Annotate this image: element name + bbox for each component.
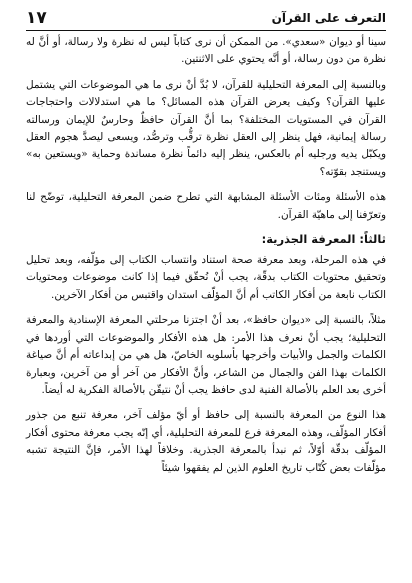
section-heading: ثالثاً: المعرفة الجذرية: [261, 232, 386, 247]
page-body [26, 34, 386, 485]
paragraph: مثلاً، بالنسبة إلى «ديوان حافظ»، بعد أنْ اجتزنا مرحلتي المعرفة الإسنادية والمعرفة التحليلية؛ يجب أنْ نعرف هذا الأمر: هل هذه الأفكار والموضوعات التي أوردها في الكلمات والجمل والأبيات وأخرجها بأسلوبه الخاصّ، هل هي من إبداعاته أم أنَّ صياغة الكلمات بهذا الفن والجمال من الشاعر، وأنَّ الأفكار من آخر أو من آخرين، وبعبارة أخرى بعد العلم بالأصالة الفنية لدى حافظ يجب أنْ نتيقّن بالأصالة الفكرية له أيضاً. [26, 314, 386, 396]
running-title: التعرف على القرآن [271, 11, 386, 25]
page-header [26, 6, 386, 31]
page-number: ١٧ [26, 8, 47, 28]
paragraph: هذا النوع من المعرفة بالنسبة إلى حافظ أو أيّ مؤلف آخر، معرفة تنبع من جذور أفكار المؤلّف، وهذه المعرفة فرع للمعرفة التحليلية، أي إنّه يجب معرفة محتوى أفكار المؤلّف بدقّة أوّلاً، ثم نبدأ بالمعرفة الجذرية. وخلافاً لهذا الأمر، فإنَّ النتيجة تشبه مؤلّفات بعض كُتّاب تاريخ العلوم الذين لم يفقهوا شيئاً [26, 409, 386, 474]
paragraph: هذه الأسئلة ومئات الأسئلة المشابهة التي تطرح ضمن المعرفة التحليلية، توضّح لنا وتعرّفنا إلى ماهيّة القرآن. [26, 191, 386, 221]
paragraph: سينا أو ديوان «سعدي». من الممكن أن نرى كتاباً ليس له نظرة ولا رسالة، أو أنَّ له نظرة من دون رسالة، أو أنَّه يحتوي على الاثنتين. [26, 36, 386, 66]
paragraph: في هذه المرحلة، وبعد معرفة صحة استناد وانتساب الكتاب إلى مؤلّفه، وبعد تحليل وتحقيق محتويات الكتاب بدقّة، يجب أنْ نُحقّق فيما إذا كانت موضوعات ومحتويات الكتاب نابعة من أفكار الكاتب أم أنَّ المؤلّف استدان واقتبس من أفكار الآخرين. [26, 254, 386, 301]
paragraph: وبالنسبة إلى المعرفة التحليلية للقرآن، لا بُدَّ أنْ نرى ما هي الموضوعات التي يشتمل عليها القرآن؟ وكيف يعرض القرآن هذه المسائل؟ ما هي استدلالات واحتجاجات القرآن في المستويات المختلفة؟ بما أنَّ القرآن حافظٌ وحارسٌ للإيمان ورسالته رسالة إيمانية، فهل ينظر إلى العقل نظرة ترقُّب وترصُّد، ويسعى ليصدَّ هجوم العقل ويكبّل يديه ورجليه أم بالعكس، ينظر إليه دائماً نظرة مساندة وحماية «ويستعين به» ويستنجد بقوّته؟ [26, 78, 386, 178]
